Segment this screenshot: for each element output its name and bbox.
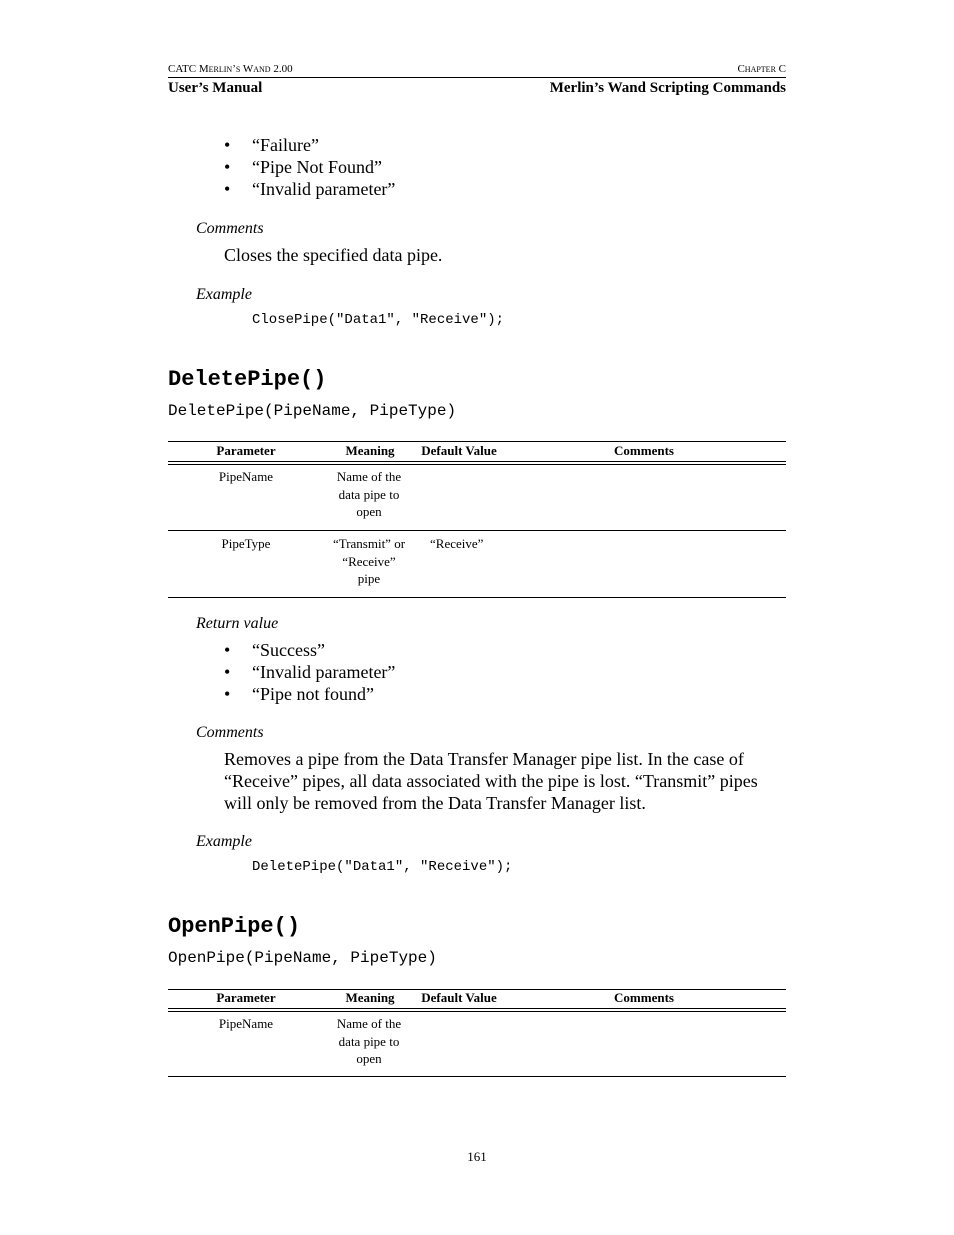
table-header-parameter: Parameter xyxy=(216,443,276,458)
section-title-deletepipe: DeletePipe() xyxy=(168,367,327,392)
header-rule xyxy=(168,77,786,78)
function-signature: DeletePipe(PipeName, PipeType) xyxy=(168,402,457,420)
table-header-parameter: Parameter xyxy=(216,990,276,1005)
comments-text: Removes a pipe from the Data Transfer Manager pipe list. In the case of “Receive” pipes, all data associated with the pipe is lost. “Transmit” pipes will only be removed from the Data Transfer Manager list. xyxy=(224,749,758,813)
section-title-openpipe: OpenPipe() xyxy=(168,914,301,939)
table-header-rule xyxy=(168,464,786,465)
header-manual-title: CATC Merlin’s Wand 2.00 xyxy=(168,63,293,75)
example-code: ClosePipe("Data1", "Receive"); xyxy=(252,312,505,328)
comments-label: Comments xyxy=(196,220,264,237)
header-section-title: Merlin’s Wand Scripting Commands xyxy=(549,80,786,96)
table-cell-meaning: Name of the data pipe to open xyxy=(336,1016,402,1066)
return-value-label: Return value xyxy=(196,615,279,632)
return-value-list xyxy=(224,134,395,200)
table-cell-parameter: PipeType xyxy=(221,536,271,551)
table-bottom-rule xyxy=(168,597,786,598)
list-item: • “Invalid parameter” xyxy=(224,662,396,682)
table-header-meaning: Meaning xyxy=(345,443,395,458)
page-number: 161 xyxy=(467,1149,487,1164)
list-item: • “Invalid parameter” xyxy=(224,179,396,199)
table-header-meaning: Meaning xyxy=(345,990,395,1005)
list-item: • “Pipe Not Found” xyxy=(224,157,382,177)
table-header-default-value: Default Value xyxy=(421,990,497,1005)
table-cell-parameter: PipeName xyxy=(218,469,274,484)
table-header-default-value: Default Value xyxy=(421,443,497,458)
table-header-comments: Comments xyxy=(614,443,674,458)
table-cell-parameter: PipeName xyxy=(218,1016,274,1031)
example-label: Example xyxy=(196,286,252,303)
comments-label: Comments xyxy=(196,724,264,741)
list-item: • “Failure” xyxy=(224,135,319,155)
header-chapter: Chapter C xyxy=(737,63,786,75)
table-top-rule xyxy=(168,441,786,442)
table-header-rule xyxy=(168,1011,786,1012)
comments-text: Closes the specified data pipe. xyxy=(224,245,443,265)
table-header-rule xyxy=(168,1008,786,1009)
table-row-divider xyxy=(168,530,786,531)
table-cell-meaning: Name of the data pipe to open xyxy=(336,469,402,519)
function-signature: OpenPipe(PipeName, PipeType) xyxy=(168,949,437,967)
table-cell-default-value: “Receive” xyxy=(430,536,484,551)
list-item: • “Pipe not found” xyxy=(224,684,374,704)
list-item: • “Success” xyxy=(224,640,325,660)
return-value-list xyxy=(224,639,395,705)
table-bottom-rule xyxy=(168,1076,786,1077)
table-header-rule xyxy=(168,461,786,462)
example-label: Example xyxy=(196,833,252,850)
example-code: DeletePipe("Data1", "Receive"); xyxy=(252,859,513,875)
header-users-manual: User’s Manual xyxy=(168,80,263,96)
table-header-comments: Comments xyxy=(614,990,674,1005)
table-cell-meaning: “Transmit” or “Receive” pipe xyxy=(332,536,406,586)
